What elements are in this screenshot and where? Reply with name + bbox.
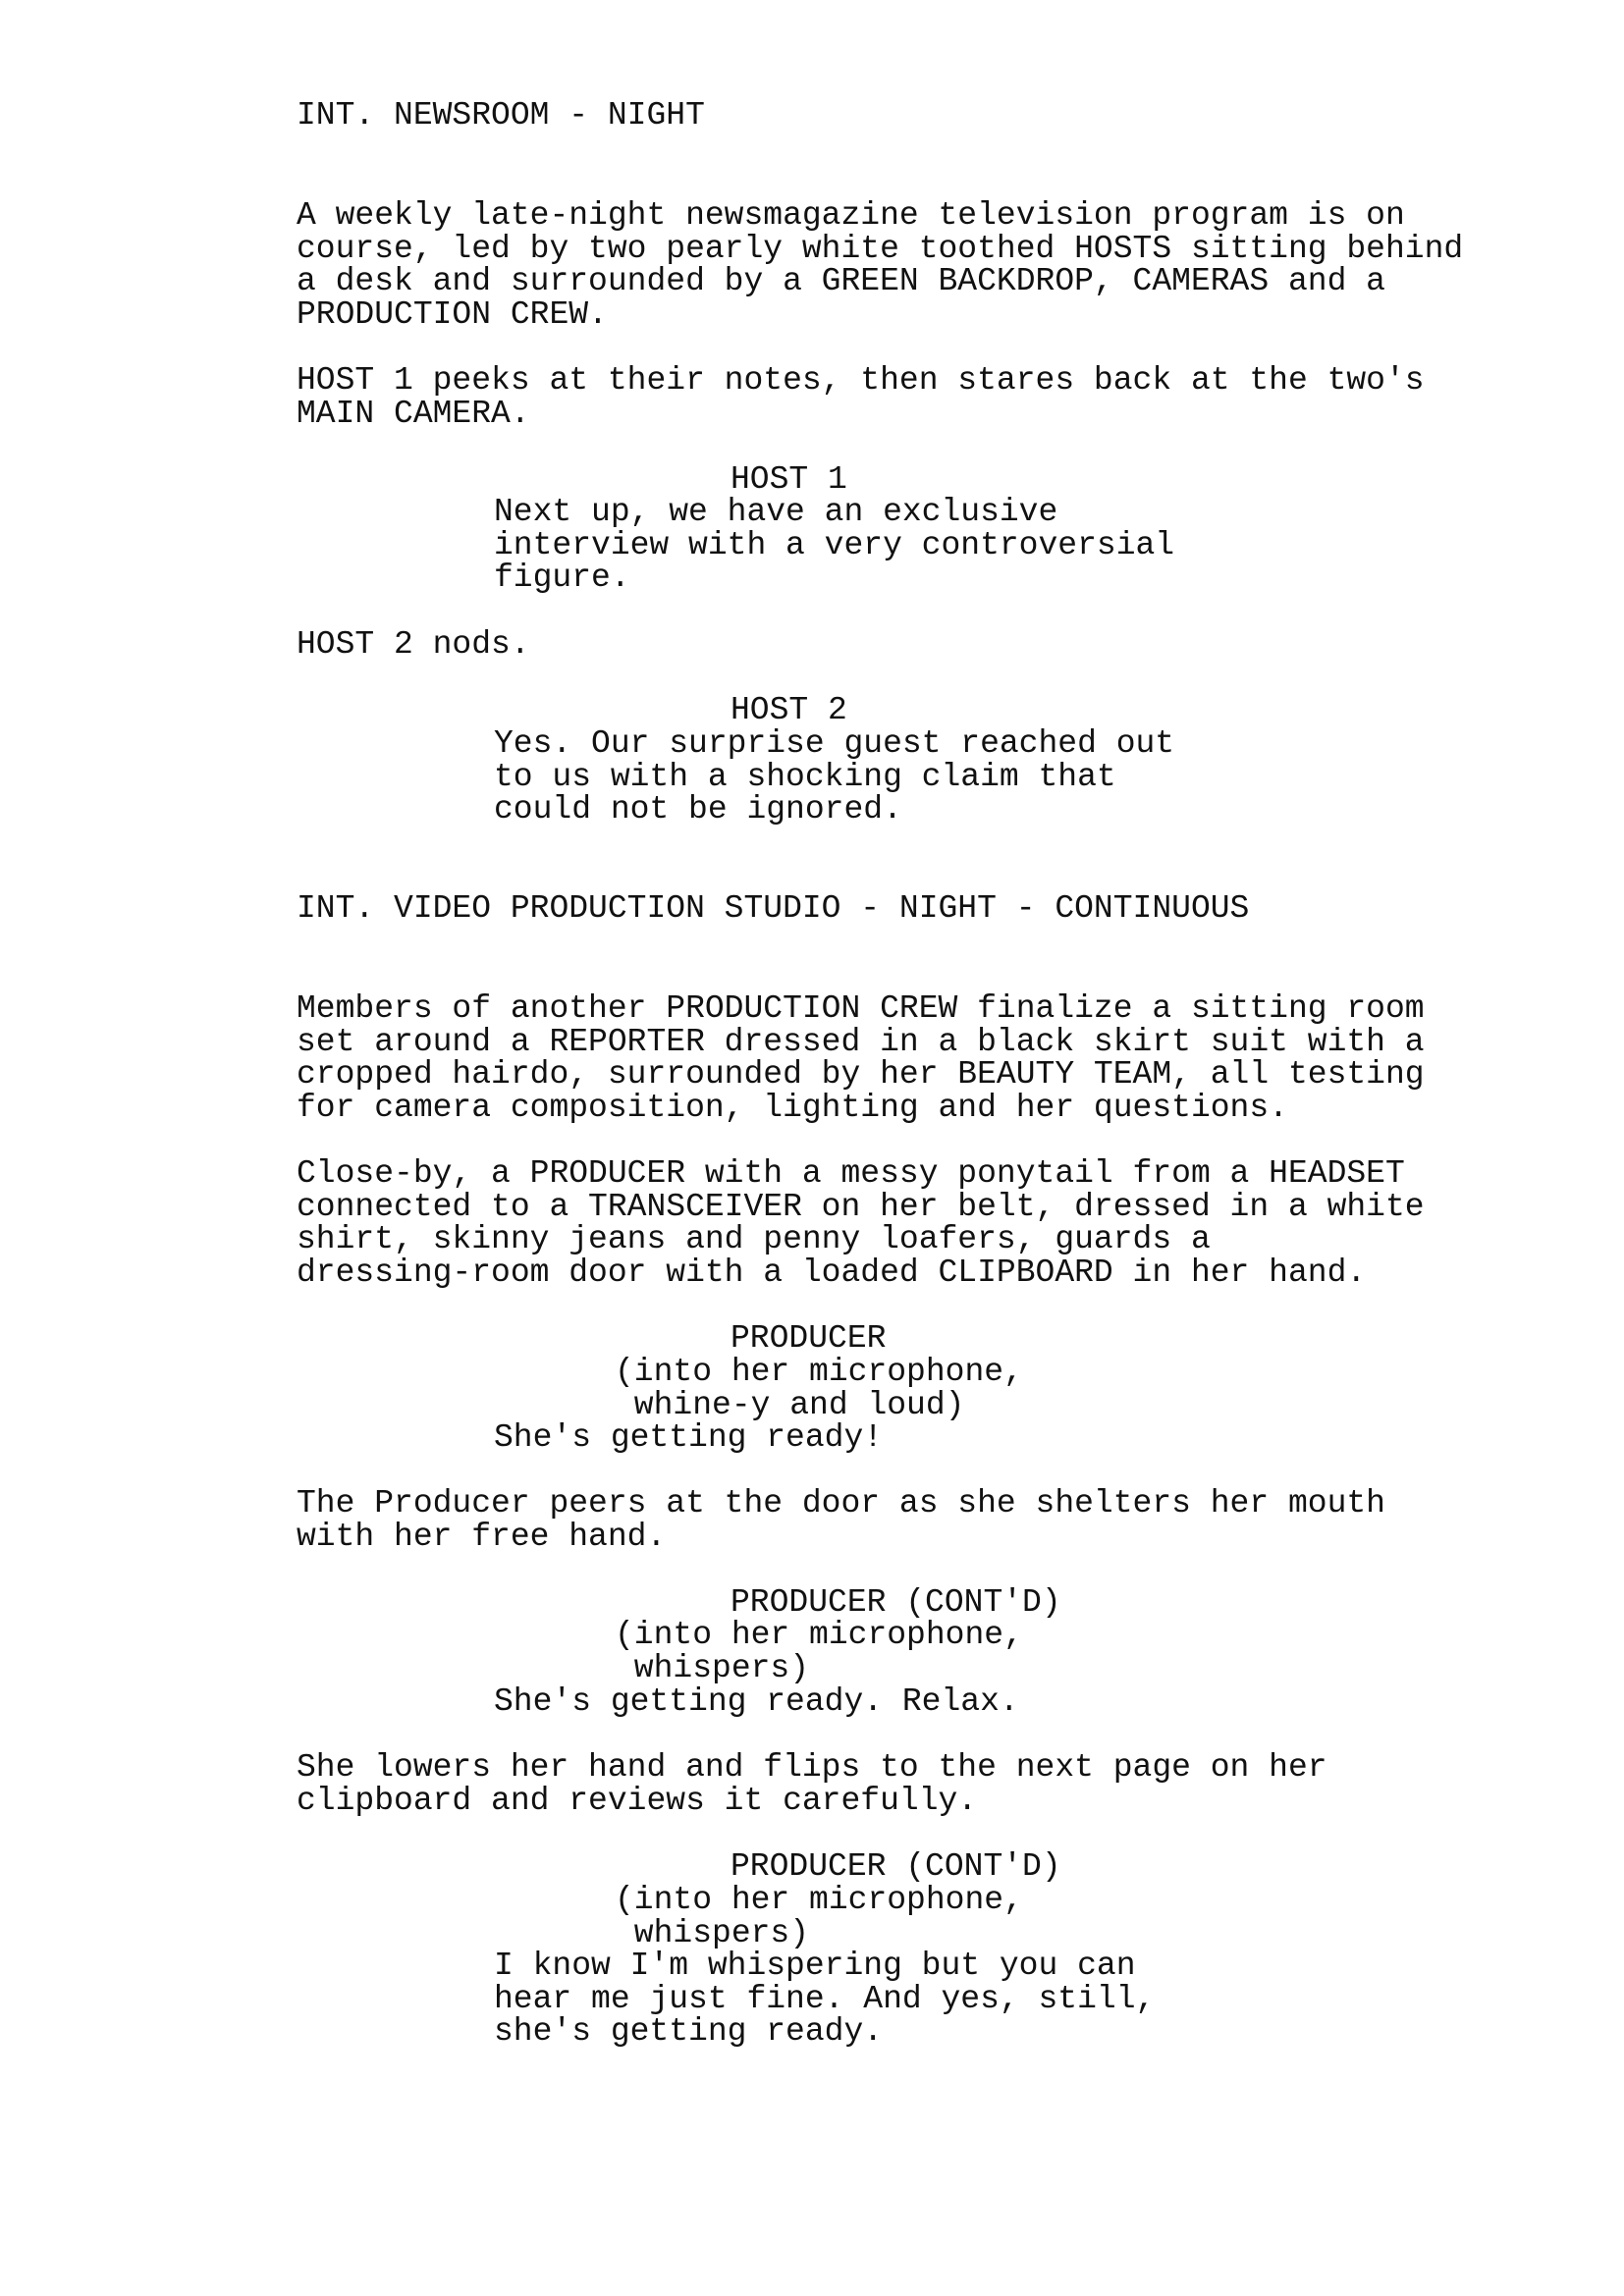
dialogue: I know I'm whispering but you can hear me just fine. And yes, still, she's getting ready. xyxy=(494,1948,1156,2051)
character-cue: PRODUCER (CONT'D) xyxy=(731,1584,1061,1621)
scene-heading: INT. VIDEO PRODUCTION STUDIO - NIGHT - CONTINUOUS xyxy=(297,890,1250,927)
action-paragraph: A weekly late-night newsmagazine television program is on course, led by two pearly white toothed HOSTS sitting behind a desk and surrounded by a GREEN BACKDROP, CAMERAS and a PRODUCTION CREW. xyxy=(297,197,1464,333)
action-paragraph: She lowers her hand and flips to the next page on her clipboard and reviews it carefully. xyxy=(297,1749,1327,1819)
parenthetical: (into her microphone, whine-y and loud) xyxy=(615,1354,1023,1423)
action-paragraph: HOST 2 nods. xyxy=(297,626,530,663)
character-cue: PRODUCER xyxy=(731,1320,887,1357)
character-cue: HOST 2 xyxy=(731,692,847,728)
action-paragraph: Members of another PRODUCTION CREW finalize a sitting room set around a REPORTER dressed in a black skirt suit with a cropped hairdo, surrounded by her BEAUTY TEAM, all testing for camera composition, lighting and her questions. xyxy=(297,990,1425,1126)
character-cue: PRODUCER (CONT'D) xyxy=(731,1848,1061,1885)
character-cue: HOST 1 xyxy=(731,461,847,498)
scene-heading: INT. NEWSROOM - NIGHT xyxy=(297,97,705,133)
dialogue: Next up, we have an exclusive interview with a very controversial figure. xyxy=(494,494,1175,597)
dialogue: Yes. Our surprise guest reached out to us with a shocking claim that could not be ignored. xyxy=(494,725,1175,828)
parenthetical: (into her microphone, whispers) xyxy=(615,1617,1023,1686)
parenthetical: (into her microphone, whispers) xyxy=(615,1882,1023,1951)
dialogue: She's getting ready! xyxy=(494,1419,884,1456)
dialogue: She's getting ready. Relax. xyxy=(494,1683,1019,1720)
action-paragraph: Close-by, a PRODUCER with a messy ponytail from a HEADSET connected to a TRANSCEIVER on her belt, dressed in a white shirt, skinny jeans and penny loafers, guards a dressing-room door with a loaded CLIPBOARD in her hand. xyxy=(297,1155,1425,1291)
action-paragraph: HOST 1 peeks at their notes, then stares back at the two's MAIN CAMERA. xyxy=(297,362,1425,432)
action-paragraph: The Producer peers at the door as she shelters her mouth with her free hand. xyxy=(297,1485,1385,1555)
